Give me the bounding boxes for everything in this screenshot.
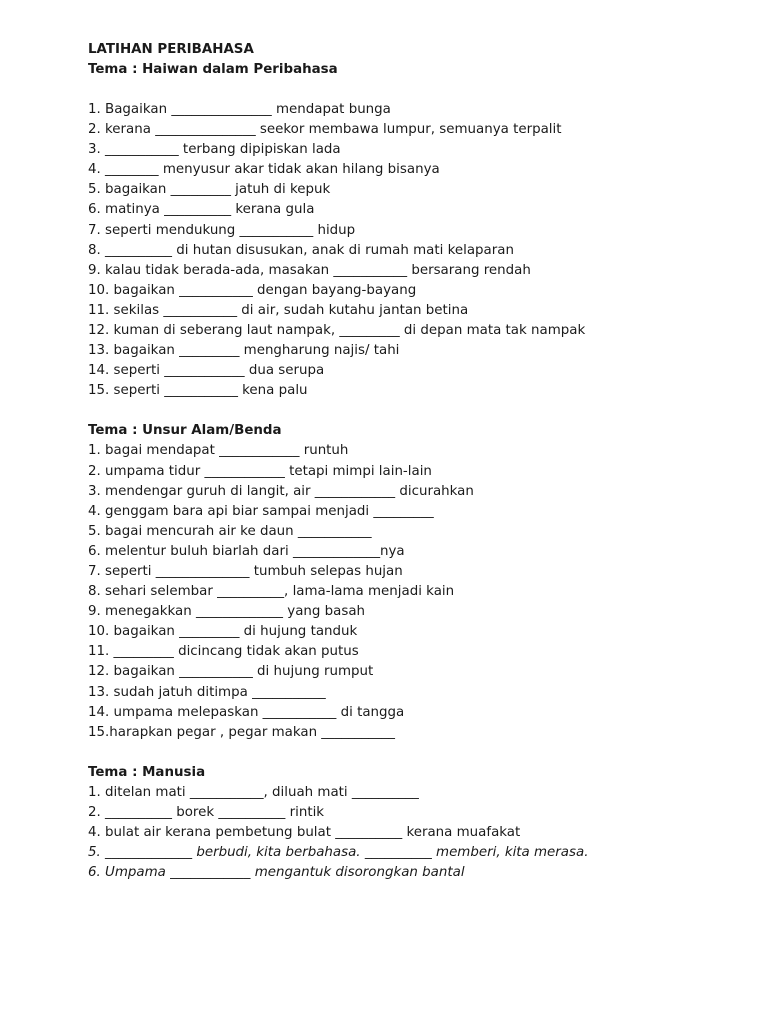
proverb-item: 2. kerana _______________ seekor membawa lumpur, semuanya terpalit xyxy=(88,122,562,138)
proverb-item: 14. seperti ____________ dua serupa xyxy=(88,363,325,379)
theme-heading-manusia: Tema : Manusia xyxy=(88,764,206,780)
worksheet-content xyxy=(88,40,708,903)
proverb-item: 1. ditelan mati ___________, diluah mati __________ xyxy=(88,784,419,800)
proverb-item: 10. bagaikan _________ di hujung tanduk xyxy=(88,624,358,640)
theme-heading-unsur-alam: Tema : Unsur Alam/Benda xyxy=(88,423,282,439)
proverb-item: 15.harapkan pegar , pegar makan ___________ xyxy=(88,724,395,740)
proverb-item: 15. seperti ___________ kena palu xyxy=(88,383,308,399)
proverb-item: 13. sudah jatuh ditimpa ___________ xyxy=(88,684,326,700)
proverb-item: 7. seperti mendukung ___________ hidup xyxy=(88,222,356,238)
proverb-item: 11. sekilas ___________ di air, sudah kutahu jantan betina xyxy=(88,302,469,318)
section-manusia xyxy=(88,763,708,883)
proverb-item: 5. bagai mencurah air ke daun ___________ xyxy=(88,523,372,539)
proverb-item: 6. melentur buluh biarlah dari _____________nya xyxy=(88,543,405,559)
proverb-item: 8. sehari selembar __________, lama-lama menjadi kain xyxy=(88,584,455,600)
proverb-item: 12. bagaikan ___________ di hujung rumput xyxy=(88,664,374,680)
proverb-item: 3. mendengar guruh di langit, air ____________ dicurahkan xyxy=(88,483,474,499)
proverb-item: 9. kalau tidak berada-ada, masakan ___________ bersarang rendah xyxy=(88,262,531,278)
proverb-item: 5. bagaikan _________ jatuh di kepuk xyxy=(88,182,331,198)
proverb-item: 4. bulat air kerana pembetung bulat __________ kerana muafakat xyxy=(88,825,521,840)
proverb-item: 10. bagaikan ___________ dengan bayang-bayang xyxy=(88,282,417,298)
proverb-item: 3. ___________ terbang dipipiskan lada xyxy=(88,142,341,158)
proverb-item: 11. _________ dicincang tidak akan putus xyxy=(88,644,359,660)
proverb-item: 14. umpama melepaskan ___________ di tangga xyxy=(88,704,405,720)
proverb-item: 2. umpama tidur ____________ tetapi mimpi lain-lain xyxy=(88,463,432,479)
proverb-item: 7. seperti ______________ tumbuh selepas hujan xyxy=(88,563,403,579)
section-haiwan xyxy=(88,100,708,401)
proverb-item: 13. bagaikan _________ mengharung najis/ tahi xyxy=(88,343,400,359)
proverb-item: 5. _____________ berbudi, kita berbahasa. __________ memberi, kita merasa. xyxy=(88,845,589,861)
proverb-item: 9. menegakkan _____________ yang basah xyxy=(88,604,366,620)
section-unsur-alam xyxy=(88,421,708,742)
worksheet-title: LATIHAN PERIBAHASA xyxy=(88,42,254,57)
proverb-item: 1. bagai mendapat ____________ runtuh xyxy=(88,443,349,459)
proverb-item: 12. kuman di seberang laut nampak, _________ di depan mata tak nampak xyxy=(88,323,586,339)
proverb-item: 6. matinya __________ kerana gula xyxy=(88,202,315,218)
proverb-item: 6. Umpama ____________ mengantuk disorongkan bantal xyxy=(88,865,465,881)
proverb-item: 2. __________ borek __________ rintik xyxy=(88,804,325,820)
proverb-item: 1. Bagaikan _______________ mendapat bunga xyxy=(88,102,391,117)
proverb-item: 4. genggam bara api biar sampai menjadi _________ xyxy=(88,503,434,519)
proverb-item: 4. ________ menyusur akar tidak akan hilang bisanya xyxy=(88,162,440,178)
theme-heading-haiwan: Tema : Haiwan dalam Peribahasa xyxy=(88,62,338,77)
proverb-item: 8. __________ di hutan disusukan, anak di rumah mati kelaparan xyxy=(88,242,514,258)
